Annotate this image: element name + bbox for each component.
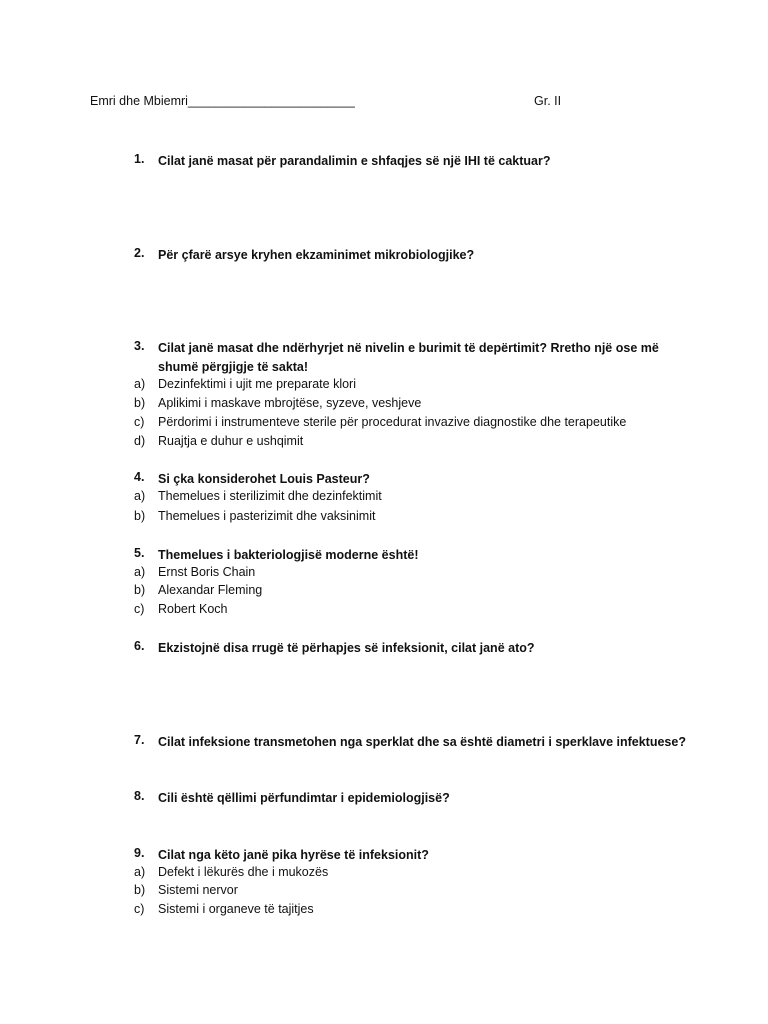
question-number: 1. [134,152,145,166]
option-letter: a) [134,865,146,879]
question-number: 4. [134,470,145,484]
option-letter: a) [134,565,146,579]
question-number: 3. [134,339,145,353]
option-letter: b) [134,583,146,597]
option-letter: c) [134,415,145,429]
option-text: Sistemi i organeve të tajitjes [158,902,314,916]
option-letter: b) [134,509,146,523]
option-text: Aplikimi i maskave mbrojtëse, syzeve, veshjeve [158,396,422,410]
option-letter: c) [134,902,145,916]
grade-label: Gr. II [534,94,562,108]
option-text: Përdorimi i instrumenteve sterile për procedurat invazive diagnostike dhe terapeutike [158,415,627,429]
option-letter: b) [134,883,146,897]
question-text: Themelues i bakteriologjisë moderne është! [158,548,419,562]
option-letter: c) [134,602,145,616]
option-text: Ernst Boris Chain [158,565,256,579]
question-text: Për çfarë arsye kryhen ekzaminimet mikrobiologjike? [158,248,475,262]
option-text: Robert Koch [158,602,228,616]
question-number: 2. [134,246,145,260]
name-field-label: Emri dhe Mbiemri________________________ [90,94,355,108]
option-text: Themelues i pasterizimit dhe vaksinimit [158,509,376,523]
question-text-line-1: Cilat janë masat dhe ndërhyrjet në nivelin e burimit të depërtimit? Rretho një ose më [158,341,659,355]
question-number: 6. [134,639,145,653]
option-letter: b) [134,396,146,410]
option-text: Sistemi nervor [158,883,238,897]
option-text: Themelues i sterilizimit dhe dezinfektimit [158,489,382,503]
question-text: Ekzistojnë disa rrugë të përhapjes së infeksionit, cilat janë ato? [158,641,535,655]
question-number: 5. [134,546,145,560]
question-text: Cilat infeksione transmetohen nga sperklat dhe sa është diametri i sperklave infektuese? [158,735,686,749]
question-text-line-2: shumë përgjigje të sakta! [158,360,309,374]
question-number: 9. [134,846,145,860]
option-text: Alexandar Fleming [158,583,263,597]
question-text: Cili është qëllimi përfundimtar i epidemiologjisë? [158,791,450,805]
question-text: Cilat janë masat për parandalimin e shfaqjes së një IHI të caktuar? [158,154,551,168]
option-text: Ruajtja e duhur e ushqimit [158,434,304,448]
question-text: Cilat nga këto janë pika hyrëse të infeksionit? [158,848,429,862]
option-letter: d) [134,434,146,448]
option-letter: a) [134,489,146,503]
question-number: 7. [134,733,145,747]
option-letter: a) [134,377,146,391]
question-number: 8. [134,789,145,803]
option-text: Defekt i lëkurës dhe i mukozës [158,865,329,879]
question-text: Si çka konsiderohet Louis Pasteur? [158,472,370,486]
option-text: Dezinfektimi i ujit me preparate klori [158,377,356,391]
